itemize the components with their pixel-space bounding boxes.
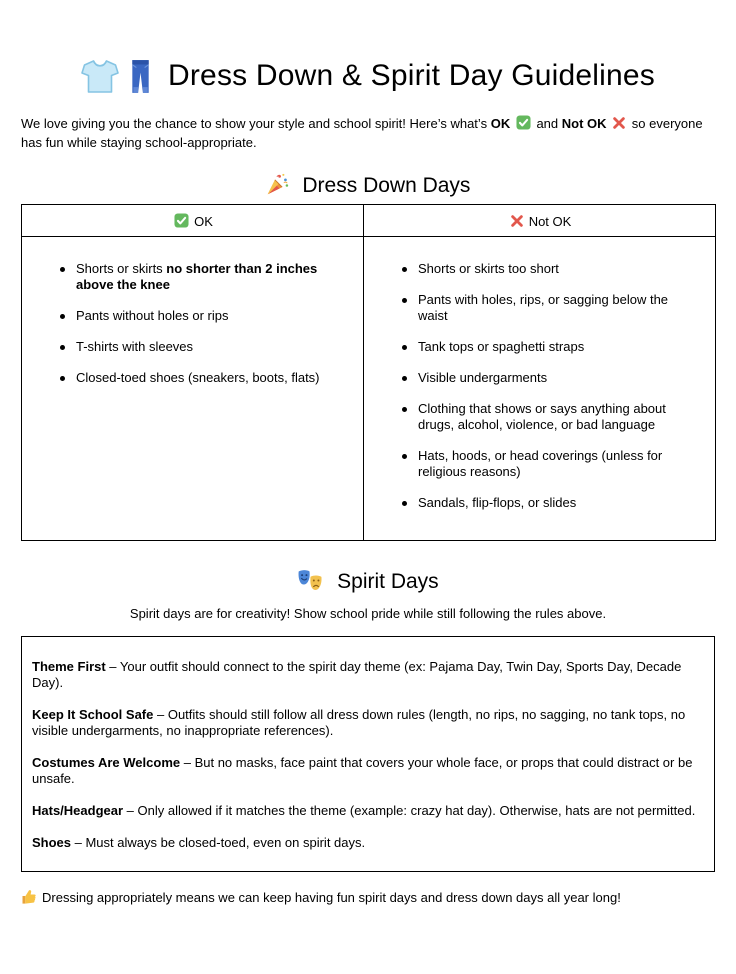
item-text: Pants without holes or rips bbox=[76, 308, 229, 323]
intro-text-tail: so everyone has fun while staying school-appropriate. bbox=[21, 116, 703, 150]
ok-column-label: OK bbox=[194, 214, 213, 229]
list-item bbox=[400, 292, 701, 324]
ok-column-header bbox=[22, 205, 364, 237]
item-text: Visible undergarments bbox=[418, 370, 548, 385]
thumbs-up-icon bbox=[21, 889, 37, 905]
check-icon bbox=[516, 115, 531, 130]
rule-title: Theme First bbox=[32, 659, 106, 674]
spirit-heading-label: Spirit Days bbox=[337, 570, 439, 593]
list-item bbox=[400, 401, 701, 433]
cross-icon bbox=[510, 214, 524, 228]
list-item bbox=[58, 339, 349, 355]
intro-text-lead: We love giving you the chance to show your style and school spirit! Here’s what’s bbox=[21, 116, 491, 131]
spirit-rules-box bbox=[21, 636, 715, 872]
rule-paragraph bbox=[32, 659, 704, 691]
document-header bbox=[21, 0, 715, 97]
not-ok-column-label: Not OK bbox=[528, 213, 572, 229]
list-item bbox=[400, 495, 701, 511]
not-ok-cell bbox=[364, 237, 716, 541]
ok-label: OK bbox=[490, 116, 511, 131]
party-popper-icon bbox=[266, 173, 289, 196]
not-ok-label: Not OK bbox=[561, 116, 607, 131]
dress-down-table bbox=[21, 204, 716, 541]
item-text: Hats, hoods, or head coverings (unless for religious reasons) bbox=[418, 448, 663, 479]
rule-text: – Outfits should still follow all dress down rules (length, no rips, no sagging, no tank tops, no visible undergarments, no inappropriate references). bbox=[32, 707, 686, 738]
not-ok-list bbox=[370, 261, 701, 511]
rule-title: Keep It School Safe bbox=[32, 707, 154, 722]
check-icon bbox=[174, 213, 189, 228]
item-text: Shorts or skirts too short bbox=[418, 261, 559, 276]
spirit-heading bbox=[21, 568, 715, 595]
item-text: Clothing that shows or says anything about drugs, alcohol, violence, or bad language bbox=[418, 401, 666, 432]
cross-icon bbox=[612, 116, 626, 130]
jeans-icon bbox=[128, 59, 153, 94]
footer-note bbox=[21, 889, 715, 906]
tshirt-icon bbox=[81, 59, 119, 94]
spirit-subtitle: Spirit days are for creativity! Show school pride while still following the rules above. bbox=[129, 606, 607, 621]
rule-paragraph bbox=[32, 707, 704, 739]
item-text: Closed-toed shoes (sneakers, boots, flats) bbox=[76, 370, 320, 385]
rule-text: – Must always be closed-toed, even on spirit days. bbox=[71, 835, 366, 850]
list-item bbox=[400, 339, 701, 355]
item-text: Shorts or skirts bbox=[76, 261, 167, 276]
list-item bbox=[58, 261, 349, 293]
rule-title: Hats/Headgear bbox=[32, 803, 124, 818]
dress-down-heading-label: Dress Down Days bbox=[302, 174, 471, 197]
list-item bbox=[58, 370, 349, 386]
dress-down-heading bbox=[21, 172, 715, 199]
rule-text: – Only allowed if it matches the theme (example: crazy hat day). Otherwise, hats are not permitted. bbox=[123, 803, 696, 818]
not-ok-column-header bbox=[364, 205, 716, 237]
intro-text-mid: and bbox=[532, 116, 562, 131]
list-item bbox=[400, 448, 701, 480]
ok-list bbox=[28, 261, 349, 386]
rule-title: Shoes bbox=[32, 835, 72, 850]
rule-text: – Your outfit should connect to the spirit day theme (ex: Pajama Day, Twin Day, Sports Day, Decade Day). bbox=[32, 659, 682, 690]
item-text: Pants with holes, rips, or sagging below the waist bbox=[418, 292, 669, 323]
footer-text: Dressing appropriately means we can keep having fun spirit days and dress down days all year long! bbox=[42, 890, 621, 905]
item-text: Tank tops or spaghetti straps bbox=[418, 339, 585, 354]
rule-paragraph bbox=[32, 803, 704, 819]
rule-title: Costumes Are Welcome bbox=[32, 755, 181, 770]
rule-paragraph bbox=[32, 835, 704, 851]
item-bold-text: no shorter than 2 inches above the knee bbox=[76, 261, 318, 292]
list-item bbox=[58, 308, 349, 324]
rule-paragraph bbox=[32, 755, 704, 787]
intro-paragraph bbox=[21, 114, 715, 152]
page-title: Dress Down & Spirit Day Guidelines bbox=[168, 59, 655, 92]
theater-masks-icon bbox=[297, 569, 323, 592]
item-text: T-shirts with sleeves bbox=[76, 339, 194, 354]
list-item bbox=[400, 370, 701, 386]
ok-cell bbox=[22, 237, 364, 541]
rule-text: – But no masks, face paint that covers your whole face, or props that could distract or be unsafe. bbox=[32, 755, 693, 786]
list-item bbox=[400, 261, 701, 277]
item-text: Sandals, flip-flops, or slides bbox=[418, 495, 577, 510]
